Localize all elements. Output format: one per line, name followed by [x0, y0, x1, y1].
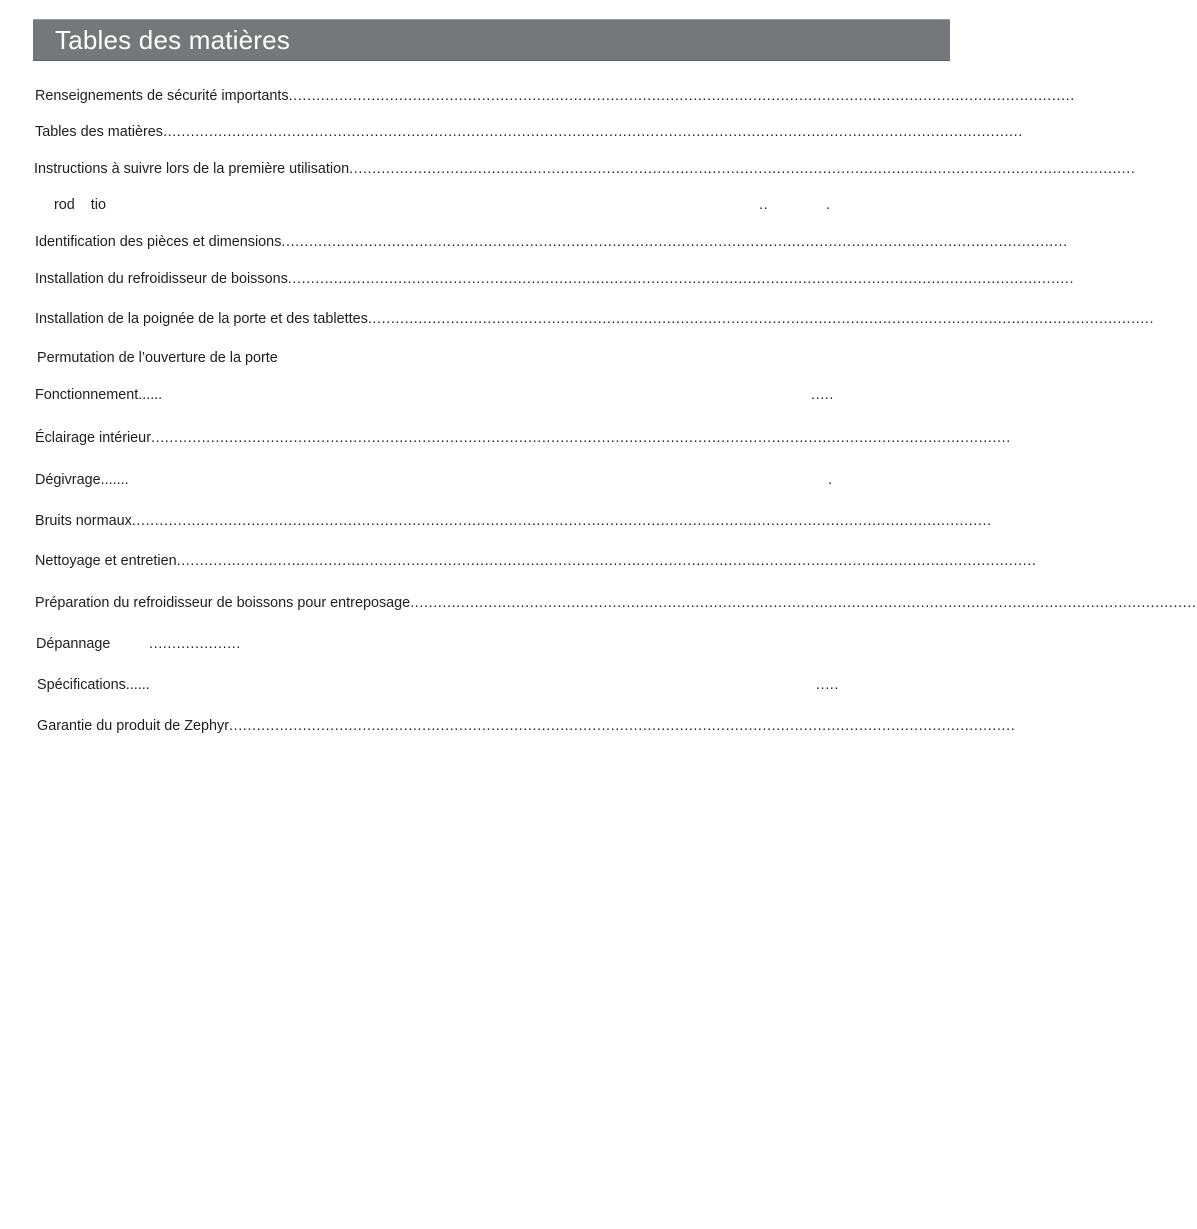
toc-entry-depannage[interactable]	[36, 634, 436, 654]
toc-leader-dots: ....................	[149, 636, 241, 652]
toc-leader-dots: ...........................................................................................................................................................................................	[131, 513, 992, 529]
toc-entry-bruits[interactable]	[35, 511, 992, 531]
toc-leader-dots: ...........................................................................................................................................................................	[349, 161, 1136, 177]
toc-entry-label: Dégivrage.......	[35, 472, 129, 488]
toc-leader-dots: ...........................................................................................................................................................................	[287, 271, 1075, 287]
toc-entry-fonctionnement[interactable]	[35, 385, 835, 405]
toc-entry-label: Identification des pièces et dimensions	[35, 234, 282, 250]
toc-entry-installation-refroidisseur[interactable]	[35, 269, 1075, 289]
toc-leader-dots: ..	[759, 197, 769, 213]
toc-header-bar	[33, 19, 950, 61]
toc-entry-label: Nettoyage et entretien	[35, 553, 177, 569]
toc-entry-label: Dépannage	[36, 636, 111, 652]
toc-entry-label: Installation du refroidisseur de boissons	[35, 271, 288, 287]
toc-entry-label: Permutation de l’ouverture de la porte	[37, 350, 278, 366]
toc-leader-dots: .	[828, 472, 833, 488]
toc-entry-garantie[interactable]	[37, 716, 1016, 736]
toc-entry-identification[interactable]	[35, 232, 1068, 252]
toc-entry-label: Bruits normaux	[35, 513, 132, 529]
toc-leader-dots: ...........................................................................................................................................................................................	[176, 553, 1037, 569]
toc-entry-label: Installation de la poignée de la porte et des tablettes	[35, 311, 368, 327]
toc-leader-dots: ...........................................................................................................................................................................	[410, 595, 1197, 611]
toc-entry-specifications[interactable]	[37, 675, 842, 695]
toc-entry-label: Renseignements de sécurité importants	[35, 88, 289, 104]
toc-leader-dots: .	[826, 197, 831, 213]
toc-entry-label: Préparation du refroidisseur de boissons pour entreposage	[35, 595, 411, 611]
toc-entry-label: rod tio	[54, 197, 106, 213]
toc-entry-degivrage[interactable]	[35, 470, 835, 490]
toc-entry-premiere-utilisation[interactable]	[34, 159, 1136, 179]
toc-entry-label: Fonctionnement......	[35, 387, 163, 403]
toc-entry-eclairage[interactable]	[35, 428, 1011, 448]
toc-entry-label: Instructions à suivre lors de la première utilisation	[34, 161, 350, 177]
toc-entry-label: Tables des matières	[35, 124, 163, 140]
toc-leader-dots: ...........................................................................................................................................................................	[229, 718, 1016, 734]
page-title: Tables des matières	[55, 25, 291, 55]
toc-leader-dots: ...........................................................................................................................................................................................	[150, 430, 1011, 446]
toc-entry-introduction[interactable]	[54, 195, 834, 215]
toc-entry-label: Spécifications......	[37, 677, 150, 693]
toc-entry-tables[interactable]	[35, 122, 1023, 142]
toc-entry-permutation[interactable]	[37, 348, 537, 368]
toc-leader-dots: .....	[816, 677, 839, 693]
toc-leader-dots: ...........................................................................................................................................................................	[367, 311, 1155, 327]
toc-leader-dots: ...........................................................................................................................................................................................	[162, 124, 1023, 140]
toc-entry-securite[interactable]	[35, 86, 1075, 106]
toc-entry-label: Garantie du produit de Zephyr	[37, 718, 229, 734]
toc-entry-installation-poignee[interactable]	[35, 309, 1155, 329]
toc-entry-label: Éclairage intérieur	[35, 430, 151, 446]
toc-entry-nettoyage[interactable]	[35, 551, 1037, 571]
toc-leader-dots: ...........................................................................................................................................................................	[281, 234, 1068, 250]
toc-leader-dots: .....	[811, 387, 834, 403]
toc-leader-dots: ...........................................................................................................................................................................	[288, 88, 1075, 104]
toc-entry-preparation[interactable]	[35, 593, 1197, 613]
